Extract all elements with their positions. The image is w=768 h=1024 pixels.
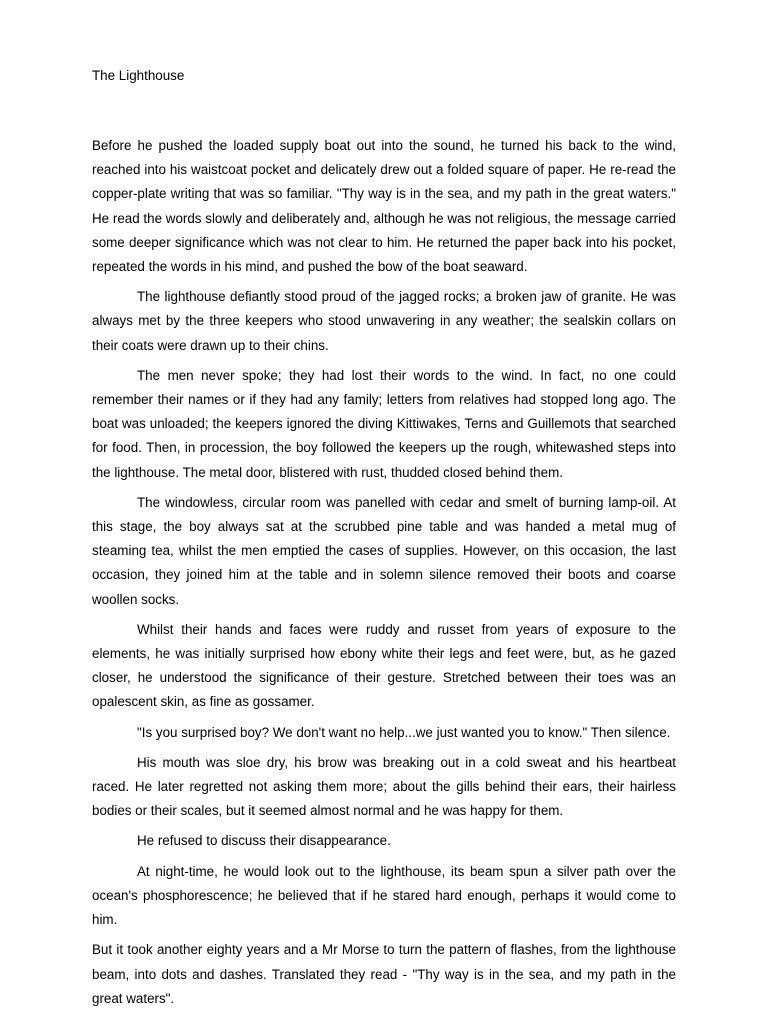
paragraph-2: The lighthouse defiantly stood proud of the jagged rocks; a broken jaw of granite. He was always met by the three keepers who stood unwavering in any weather; the sealskin collars on their coats were drawn up to their chins. — [92, 289, 676, 353]
paragraph-4: The windowless, circular room was panelled with cedar and smelt of burning lamp-oil. At this stage, the boy always sat at the scrubbed pine table and was handed a metal mug of steaming tea, whilst the men emptied the cases of supplies. However, on this occasion, the last occasion, they joined him at the table and in solemn silence removed their boots and coarse woollen socks. — [92, 494, 676, 607]
document-title: The Lighthouse — [92, 68, 185, 83]
paragraph-10: But it took another eighty years and a Mr Morse to turn the pattern of flashes, from the lighthouse beam, into dots and dashes. Translated they read - "Thy way is in the sea, and my path in the great waters". — [92, 942, 676, 1006]
paragraph-3: The men never spoke; they had lost their words to the wind. In fact, no one could remember their names or if they had any family; letters from relatives had stopped long ago. The boat was unloaded; the keepers ignored the diving Kittiwakes, Terns and Guillemots that searched for food. Then, in procession, the boy followed the keepers up the rough, whitewashed steps into the lighthouse. The metal door, blistered with rust, thudded closed behind them. — [92, 367, 676, 480]
paragraph-9: At night-time, he would look out to the lighthouse, its beam spun a silver path over the ocean's phosphorescence; he believed that if he stared hard enough, perhaps it would come to him. — [92, 863, 676, 928]
document-page — [92, 66, 676, 1011]
paragraph-7: His mouth was sloe dry, his brow was breaking out in a cold sweat and his heartbeat raced. He later regretted not asking them more; about the gills behind their ears, their hairless bodies or their scales, but it seemed almost normal and he was happy for them. — [92, 754, 676, 819]
paragraph-5: Whilst their hands and faces were ruddy and russet from years of exposure to the elements, he was initially surprised how ebony white their legs and feet were, but, as he gazed closer, he understood the significance of their gesture. Stretched between their toes was an opalescent skin, as fine as gossamer. — [92, 621, 676, 710]
paragraph-8: He refused to discuss their disappearance. — [137, 833, 391, 849]
document-body — [92, 134, 676, 1011]
paragraph-1: Before he pushed the loaded supply boat out into the sound, he turned his back to the wind, reached into his waistcoat pocket and delicately drew out a folded square of paper. He re-read the copper-plate writing that was so familiar. "Thy way is in the sea, and my path in the great waters." He read the words slowly and deliberately and, although he was not religious, the message carried some deeper significance which was not clear to him. He returned the paper back into his pocket, repeated the words in his mind, and pushed the bow of the boat seaward. — [92, 138, 676, 275]
paragraph-6: "Is you surprised boy? We don't want no help...we just wanted you to know." Then silence. — [137, 724, 671, 740]
